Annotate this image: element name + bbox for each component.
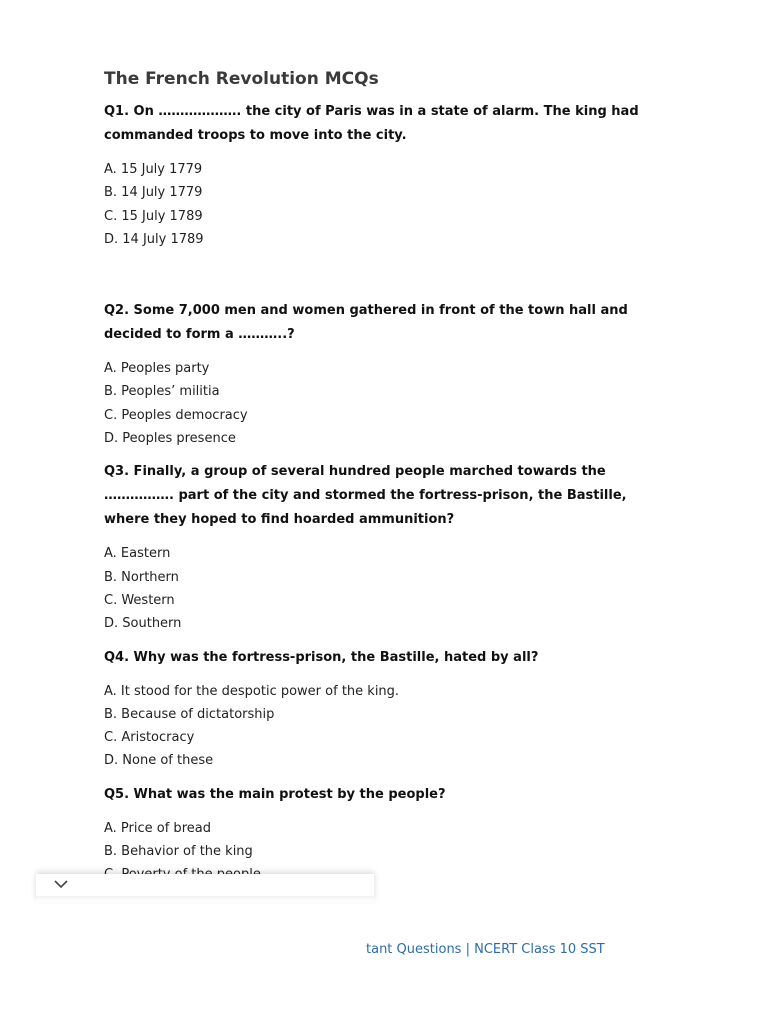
option-list [104, 158, 674, 251]
option-item: C. 15 July 1789 [104, 208, 203, 224]
document-content [104, 66, 674, 897]
option-item: B. Behavior of the king [104, 844, 253, 860]
option-item: A. It stood for the despotic power of the king. [104, 683, 400, 699]
question-text: Q4. Why was the fortress-prison, the Bastille, hated by all? [104, 649, 539, 665]
option-item: A. Peoples party [104, 361, 210, 377]
option-item: D. 14 July 1789 [104, 231, 204, 247]
option-list [104, 542, 674, 635]
option-item: C. Western [104, 592, 175, 608]
option-list [104, 357, 674, 450]
option-item: A. Eastern [104, 546, 171, 562]
page-title: The French Revolution MCQs [104, 69, 379, 89]
option-item: A. 15 July 1779 [104, 162, 203, 177]
question-text: Q5. What was the main protest by the people? [104, 786, 446, 802]
footer-link[interactable]: tant Questions | NCERT Class 10 SST [366, 942, 605, 957]
option-item: D. Southern [104, 616, 182, 632]
question-text: Q1. On ………………. the city of Paris was in a state of alarm. The king had commanded troops to move into the city. [104, 104, 639, 143]
question-text: Q3. Finally, a group of several hundred people marched towards the ……………. part of the city and stormed the fortress-prison, the Bastille, where they hoped to find hoarded ammunition? [104, 464, 627, 528]
question-block-1 [104, 100, 674, 251]
option-item: D. Peoples presence [104, 431, 236, 447]
question-block-2 [104, 299, 674, 450]
question-text: Q2. Some 7,000 men and women gathered in front of the town hall and decided to form a ………..? [104, 303, 628, 343]
option-item: C. Peoples democracy [104, 407, 248, 423]
question-block-4 [104, 646, 674, 773]
option-item: B. Northern [104, 569, 179, 585]
option-list [104, 680, 674, 773]
question-block-3 [104, 460, 674, 635]
option-item: B. Because of dictatorship [104, 706, 275, 722]
question-block-5 [104, 783, 674, 887]
chevron-down-icon[interactable] [54, 879, 68, 889]
option-item: B. Peoples’ militia [104, 384, 220, 400]
bar-shadow [36, 896, 374, 902]
option-item: C. Aristocracy [104, 730, 195, 746]
option-item: B. 14 July 1779 [104, 185, 203, 201]
option-item: A. Price of bread [104, 820, 211, 836]
option-item: D. None of these [104, 753, 214, 769]
